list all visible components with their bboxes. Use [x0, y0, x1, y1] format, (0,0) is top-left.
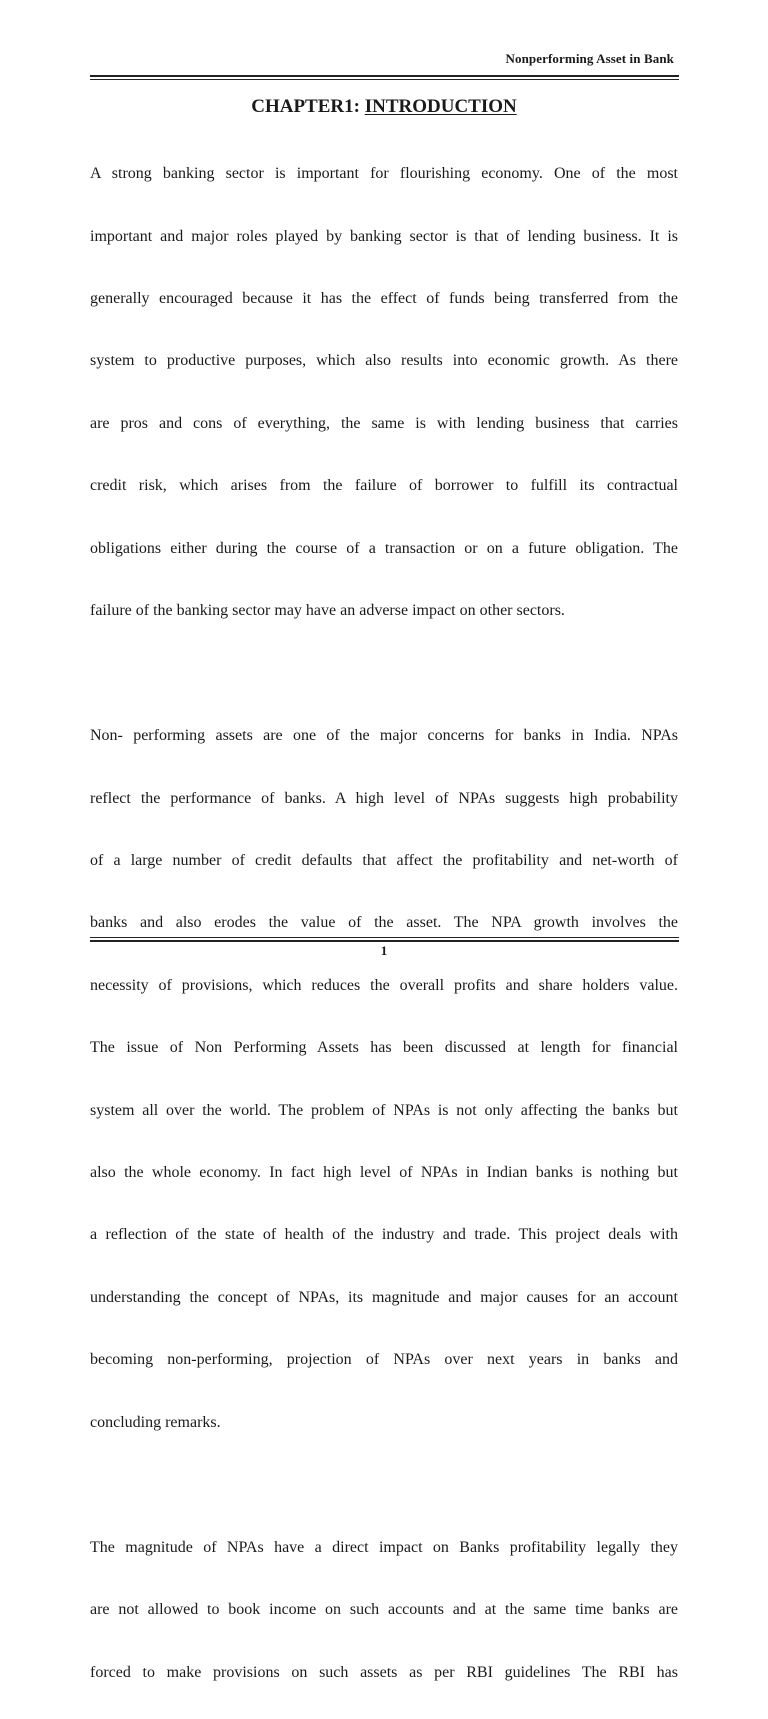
text-line: understanding the concept of NPAs, its magnitude and major causes for an account: [90, 1288, 678, 1306]
paragraph-gap: [90, 1469, 678, 1501]
text-line: Non- performing assets are one of the major concerns for banks in India. NPAs: [90, 727, 678, 745]
text-line: reflect the performance of banks. A high level of NPAs suggests high probability: [90, 789, 678, 807]
text-line: failure of the banking sector may have an adverse impact on other sectors.: [90, 602, 565, 620]
text-line: becoming non-performing, projection of NPAs over next years in banks and: [90, 1351, 678, 1369]
body-text: [90, 127, 678, 1719]
text-line: The magnitude of NPAs have a direct impact on Banks profitability legally they: [90, 1538, 678, 1556]
header-rule: [90, 75, 679, 80]
text-line: generally encouraged because it has the effect of funds being transferred from the: [90, 290, 678, 308]
running-header-title: Nonperforming Asset in Bank: [505, 51, 674, 66]
text-line: The issue of Non Performing Assets has been discussed at length for financial: [90, 1039, 678, 1057]
text-line: banks and also erodes the value of the asset. The NPA growth involves the: [90, 914, 678, 932]
paragraph-1: [90, 127, 678, 657]
text-line: of a large number of credit defaults that affect the profitability and net-worth of: [90, 851, 678, 869]
footer-rule: [90, 937, 679, 942]
chapter-title: INTRODUCTION: [364, 96, 517, 117]
text-line: are not allowed to book income on such accounts and at the same time banks are: [90, 1601, 678, 1619]
text-line: obligations either during the course of a transaction or on a future obligation. The: [90, 539, 678, 557]
text-line: also the whole economy. In fact high level of NPAs in Indian banks is nothing but: [90, 1164, 678, 1181]
text-line: important and major roles played by banking sector is that of lending business. It is: [90, 227, 678, 245]
text-line: concluding remarks.: [90, 1413, 221, 1431]
text-line: forced to make provisions on such assets as per RBI guidelines The RBI has: [90, 1663, 678, 1681]
page-number: 1: [380, 943, 388, 958]
paragraph-3: [90, 1501, 678, 1719]
text-line: system to productive purposes, which also results into economic growth. As there: [90, 352, 678, 370]
paragraph-gap: [90, 657, 678, 689]
text-line: system all over the world. The problem of NPAs is not only affecting the banks but: [90, 1101, 678, 1119]
text-line: credit risk, which arises from the failure of borrower to fulfill its contractual: [90, 477, 678, 495]
chapter-prefix: CHAPTER1:: [251, 96, 365, 117]
paragraph-2: [90, 689, 678, 1469]
text-line: a reflection of the state of health of the industry and trade. This project deals with: [90, 1226, 678, 1244]
text-line: A strong banking sector is important for flourishing economy. One of the most: [90, 165, 678, 183]
chapter-heading: [0, 93, 768, 121]
text-line: are pros and cons of everything, the same is with lending business that carries: [90, 414, 678, 432]
text-line: necessity of provisions, which reduces the overall profits and share holders value.: [90, 976, 678, 994]
